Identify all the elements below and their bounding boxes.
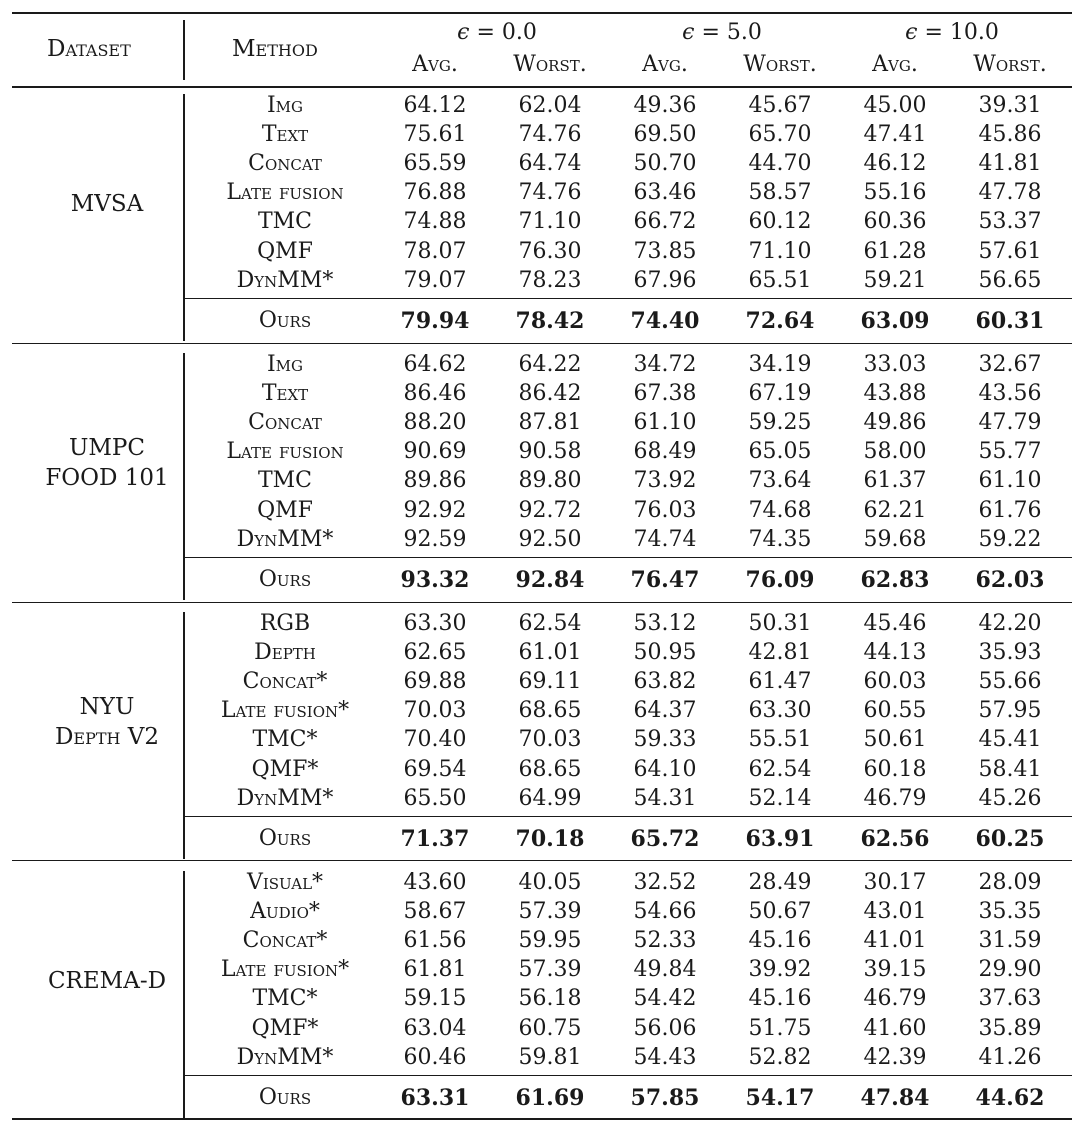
value-cell: 61.10 [633,410,697,436]
value-cell: 50.70 [633,151,697,177]
value-cell: 45.16 [748,928,812,954]
value-cell: 34.19 [748,352,812,377]
value-cell: 58.57 [748,180,812,206]
value-cell: 65.05 [748,439,812,465]
header-divider [183,20,185,80]
method-label: Img [266,352,304,377]
value-cell: 70.03 [518,727,582,753]
value-cell: 71.10 [518,209,582,235]
value-cell: 37.63 [978,986,1042,1012]
value-cell: 59.22 [978,526,1042,552]
value-cell: 74.35 [748,526,812,552]
value-cell: 63.82 [633,669,697,695]
dataset-name: Depth V2 [54,724,160,751]
value-cell: 64.74 [518,151,582,177]
value-cell: 78.07 [403,238,467,264]
value-cell: 32.67 [978,352,1042,377]
value-cell: 61.01 [518,640,582,666]
method-label: Concat [248,410,322,436]
ours-value-cell: 62.56 [860,826,930,852]
value-cell: 45.86 [978,122,1042,148]
method-label: Visual* [246,870,324,895]
value-cell: 54.42 [633,986,697,1012]
dataset-header: Dataset [47,36,131,62]
ours-separator [183,298,1072,299]
value-cell: 60.46 [403,1044,467,1070]
value-cell: 56.18 [518,986,582,1012]
ours-value-cell: 61.69 [515,1085,585,1111]
ours-value-cell: 92.84 [515,567,585,593]
value-cell: 62.65 [403,640,467,666]
value-cell: 92.92 [403,497,467,523]
ours-value-cell: 76.09 [745,567,815,593]
value-cell: 43.60 [403,870,467,895]
value-cell: 64.99 [518,785,582,811]
ours-value-cell: 65.72 [630,826,700,852]
value-cell: 42.20 [978,611,1042,636]
value-cell: 88.20 [403,410,467,436]
value-cell: 61.10 [978,468,1042,494]
value-cell: 46.79 [863,785,927,811]
ours-separator [183,1075,1072,1076]
value-cell: 61.76 [978,497,1042,523]
ours-method-label: Ours [258,567,312,592]
value-cell: 39.92 [748,957,812,983]
header-rule [12,86,1072,88]
value-cell: 86.46 [403,381,467,407]
dataset-name: NYU [79,694,135,721]
worst-column-header: Worst. [743,52,817,77]
method-label: DynMM* [236,785,334,811]
value-cell: 62.04 [518,93,582,118]
value-cell: 63.30 [748,698,812,724]
ours-method-label: Ours [258,308,312,333]
value-cell: 47.41 [863,122,927,148]
value-cell: 40.05 [518,870,582,895]
value-cell: 70.03 [403,698,467,724]
value-cell: 90.69 [403,439,467,465]
value-cell: 65.59 [403,151,467,177]
value-cell: 42.81 [748,640,812,666]
value-cell: 74.76 [518,180,582,206]
value-cell: 50.31 [748,611,812,636]
epsilon-symbol: ϵ [905,20,918,45]
value-cell: 29.90 [978,957,1042,983]
value-cell: 32.52 [633,870,697,895]
value-cell: 43.01 [863,899,927,925]
value-cell: 58.41 [978,756,1042,782]
value-cell: 63.04 [403,1015,467,1041]
value-cell: 45.46 [863,611,927,636]
method-label: TMC [257,468,313,494]
value-cell: 57.39 [518,899,582,925]
value-cell: 60.36 [863,209,927,235]
value-cell: 59.81 [518,1044,582,1070]
value-cell: 67.96 [633,267,697,293]
ours-value-cell: 57.85 [630,1085,700,1111]
value-cell: 60.75 [518,1015,582,1041]
group-rule [12,343,1072,344]
value-cell: 62.21 [863,497,927,523]
method-label: Late fusion* [220,698,350,724]
value-cell: 56.06 [633,1015,697,1041]
avg-column-header: Avg. [642,52,688,77]
value-cell: 75.61 [403,122,467,148]
value-cell: 57.95 [978,698,1042,724]
value-cell: 44.13 [863,640,927,666]
value-cell: 68.65 [518,698,582,724]
method-label: Concat [248,151,322,177]
value-cell: 28.09 [978,870,1042,895]
value-cell: 35.89 [978,1015,1042,1041]
method-label: RGB [259,611,311,636]
group-divider [183,94,185,341]
value-cell: 54.43 [633,1044,697,1070]
value-cell: 69.88 [403,669,467,695]
group-rule [12,602,1072,603]
method-label: DynMM* [236,267,334,293]
value-cell: 53.37 [978,209,1042,235]
value-cell: 52.33 [633,928,697,954]
value-cell: 58.00 [863,439,927,465]
value-cell: 74.74 [633,526,697,552]
value-cell: 92.59 [403,526,467,552]
avg-column-header: Avg. [412,52,458,77]
method-label: Depth [254,640,316,666]
ours-value-cell: 74.40 [630,308,700,334]
value-cell: 59.33 [633,727,697,753]
value-cell: 64.22 [518,352,582,377]
method-label: QMF* [251,756,319,782]
value-cell: 49.84 [633,957,697,983]
value-cell: 57.39 [518,957,582,983]
value-cell: 47.78 [978,180,1042,206]
value-cell: 41.60 [863,1015,927,1041]
value-cell: 50.95 [633,640,697,666]
value-cell: 59.25 [748,410,812,436]
dataset-name: FOOD 101 [45,465,169,492]
value-cell: 55.51 [748,727,812,753]
top-rule [12,12,1072,14]
ours-value-cell: 60.31 [975,308,1045,334]
method-label: Late fusion [226,439,344,465]
value-cell: 89.80 [518,468,582,494]
value-cell: 39.15 [863,957,927,983]
value-cell: 74.76 [518,122,582,148]
method-label: Concat* [242,669,328,695]
value-cell: 54.66 [633,899,697,925]
ours-value-cell: 70.18 [515,826,585,852]
value-cell: 56.65 [978,267,1042,293]
value-cell: 71.10 [748,238,812,264]
value-cell: 51.75 [748,1015,812,1041]
value-cell: 69.50 [633,122,697,148]
value-cell: 73.92 [633,468,697,494]
value-cell: 59.68 [863,526,927,552]
value-cell: 55.77 [978,439,1042,465]
method-header: Method [232,36,318,62]
value-cell: 65.50 [403,785,467,811]
value-cell: 76.88 [403,180,467,206]
value-cell: 52.82 [748,1044,812,1070]
value-cell: 41.01 [863,928,927,954]
epsilon-symbol: ϵ [457,20,470,45]
value-cell: 46.79 [863,986,927,1012]
value-cell: 49.36 [633,93,697,118]
ours-value-cell: 71.37 [400,826,470,852]
dataset-name: CREMA-D [47,968,167,995]
value-cell: 87.81 [518,410,582,436]
value-cell: 73.85 [633,238,697,264]
value-cell: 31.59 [978,928,1042,954]
value-cell: 69.54 [403,756,467,782]
method-label: DynMM* [236,526,334,552]
method-label: DynMM* [236,1044,334,1070]
method-label: QMF* [251,1015,319,1041]
ours-value-cell: 93.32 [400,567,470,593]
value-cell: 53.12 [633,611,697,636]
value-cell: 73.64 [748,468,812,494]
value-cell: 55.66 [978,669,1042,695]
value-cell: 74.88 [403,209,467,235]
value-cell: 67.38 [633,381,697,407]
value-cell: 45.41 [978,727,1042,753]
value-cell: 44.70 [748,151,812,177]
value-cell: 52.14 [748,785,812,811]
value-cell: 43.56 [978,381,1042,407]
value-cell: 47.79 [978,410,1042,436]
value-cell: 68.49 [633,439,697,465]
value-cell: 59.21 [863,267,927,293]
value-cell: 65.51 [748,267,812,293]
worst-column-header: Worst. [973,52,1047,77]
value-cell: 43.88 [863,381,927,407]
value-cell: 65.70 [748,122,812,148]
method-label: Late fusion* [220,957,350,983]
value-cell: 33.03 [863,352,927,377]
ours-value-cell: 63.91 [745,826,815,852]
ours-value-cell: 47.84 [860,1085,930,1111]
method-label: Img [266,93,304,118]
value-cell: 28.49 [748,870,812,895]
method-label: TMC* [252,986,318,1012]
value-cell: 60.18 [863,756,927,782]
group-divider [183,353,185,600]
value-cell: 59.15 [403,986,467,1012]
ours-value-cell: 60.25 [975,826,1045,852]
value-cell: 45.16 [748,986,812,1012]
value-cell: 42.39 [863,1044,927,1070]
method-label: Audio* [250,899,320,925]
value-cell: 45.00 [863,93,927,118]
value-cell: 35.93 [978,640,1042,666]
method-label: QMF [257,238,313,264]
ours-method-label: Ours [258,826,312,851]
value-cell: 55.16 [863,180,927,206]
value-cell: 64.37 [633,698,697,724]
value-cell: 41.26 [978,1044,1042,1070]
epsilon-group-header [457,22,537,44]
value-cell: 67.19 [748,381,812,407]
value-cell: 61.56 [403,928,467,954]
value-cell: 57.61 [978,238,1042,264]
method-label: Late fusion [226,180,344,206]
ours-value-cell: 62.03 [975,567,1045,593]
value-cell: 61.28 [863,238,927,264]
value-cell: 58.67 [403,899,467,925]
value-cell: 79.07 [403,267,467,293]
value-cell: 54.31 [633,785,697,811]
value-cell: 63.46 [633,180,697,206]
value-cell: 68.65 [518,756,582,782]
ours-value-cell: 79.94 [400,308,470,334]
value-cell: 92.72 [518,497,582,523]
value-cell: 49.86 [863,410,927,436]
value-cell: 76.03 [633,497,697,523]
epsilon-group-header [682,22,762,44]
value-cell: 64.12 [403,93,467,118]
method-label: Text [261,122,309,148]
value-cell: 78.23 [518,267,582,293]
value-cell: 59.95 [518,928,582,954]
value-cell: 70.40 [403,727,467,753]
epsilon-symbol: ϵ [682,20,695,45]
method-label: TMC [257,209,313,235]
value-cell: 45.26 [978,785,1042,811]
value-cell: 66.72 [633,209,697,235]
epsilon-value: = 10.0 [917,20,999,45]
epsilon-group-header [905,22,999,44]
value-cell: 39.31 [978,93,1042,118]
ours-method-label: Ours [258,1085,312,1110]
dataset-name: MVSA [70,191,144,218]
value-cell: 35.35 [978,899,1042,925]
ours-value-cell: 54.17 [745,1085,815,1111]
value-cell: 41.81 [978,151,1042,177]
ours-separator [183,557,1072,558]
avg-column-header: Avg. [872,52,918,77]
ours-value-cell: 62.83 [860,567,930,593]
value-cell: 50.67 [748,899,812,925]
value-cell: 61.47 [748,669,812,695]
ours-value-cell: 63.09 [860,308,930,334]
value-cell: 62.54 [748,756,812,782]
value-cell: 62.54 [518,611,582,636]
group-rule [12,860,1072,861]
value-cell: 46.12 [863,151,927,177]
method-label: QMF [257,497,313,523]
ours-value-cell: 78.42 [515,308,585,334]
value-cell: 63.30 [403,611,467,636]
method-label: Concat* [242,928,328,954]
ours-value-cell: 63.31 [400,1085,470,1111]
value-cell: 60.12 [748,209,812,235]
epsilon-value: = 0.0 [469,20,537,45]
dataset-name: UMPC [68,435,146,462]
ours-value-cell: 44.62 [975,1085,1045,1111]
value-cell: 61.81 [403,957,467,983]
value-cell: 86.42 [518,381,582,407]
group-divider [183,612,185,859]
value-cell: 69.11 [518,669,582,695]
value-cell: 30.17 [863,870,927,895]
epsilon-value: = 5.0 [694,20,762,45]
ours-separator [183,816,1072,817]
ours-value-cell: 72.64 [745,308,815,334]
ours-value-cell: 76.47 [630,567,700,593]
value-cell: 60.03 [863,669,927,695]
value-cell: 90.58 [518,439,582,465]
value-cell: 89.86 [403,468,467,494]
value-cell: 50.61 [863,727,927,753]
worst-column-header: Worst. [513,52,587,77]
value-cell: 45.67 [748,93,812,118]
value-cell: 76.30 [518,238,582,264]
method-label: TMC* [252,727,318,753]
value-cell: 61.37 [863,468,927,494]
value-cell: 74.68 [748,497,812,523]
bottom-rule [12,1118,1072,1120]
value-cell: 60.55 [863,698,927,724]
value-cell: 64.10 [633,756,697,782]
value-cell: 92.50 [518,526,582,552]
method-label: Text [261,381,309,407]
group-divider [183,871,185,1118]
value-cell: 34.72 [633,352,697,377]
value-cell: 64.62 [403,352,467,377]
